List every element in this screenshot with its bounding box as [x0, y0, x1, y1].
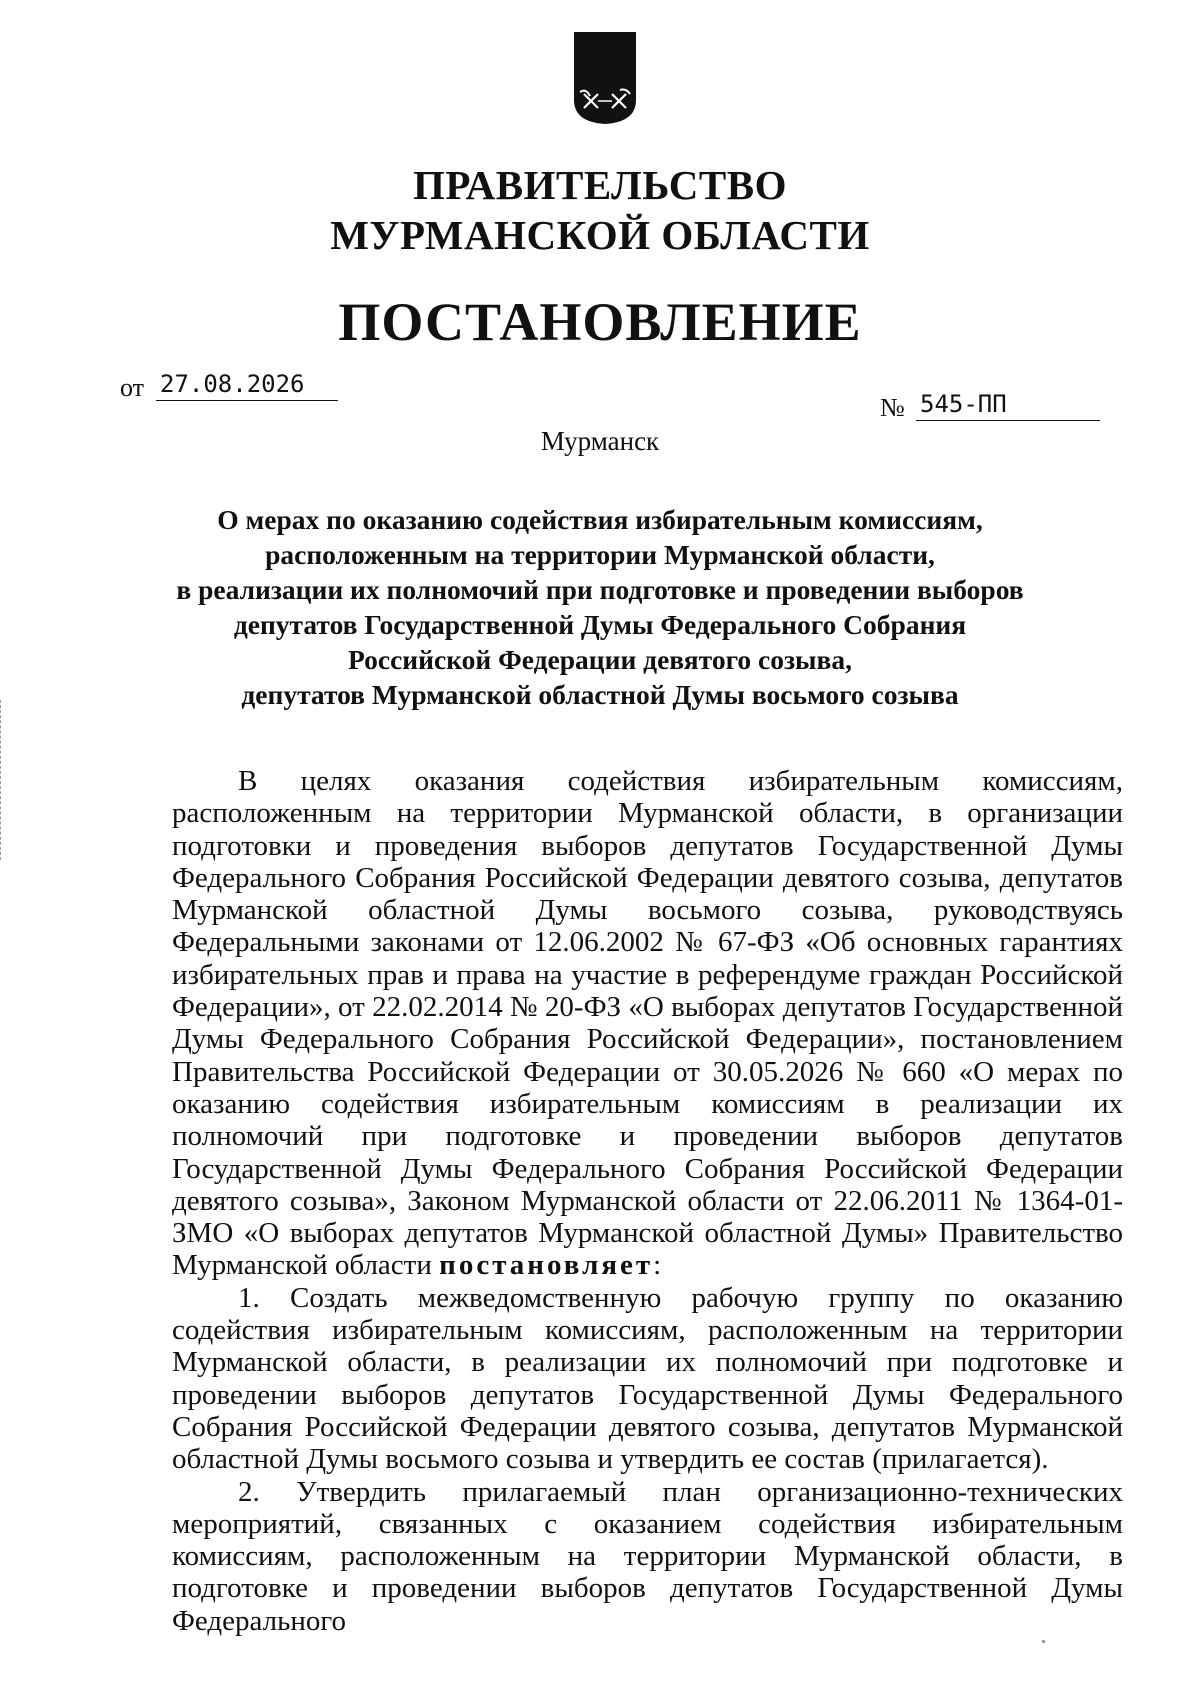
heading-line: депутатов Мурманской областной Думы восьмого созыва: [241, 679, 959, 710]
decree-word: постановляет: [439, 1249, 654, 1282]
organization-name-line1: ПРАВИТЕЛЬСТВО: [412, 162, 788, 208]
preamble-paragraph: [172, 765, 1123, 1282]
preamble-text: В целях оказания содействия избирательным комиссиям, расположенным на территории Мурманской области, в организации подготовки и проведения выборов депутатов Государственной Думы Федерального Собрания Российской Федерации девятого созыва, депутатов Мурманской областной Думы восьмого созыва, руководствуясь Федеральными законами от 12.06.2002 № 67-ФЗ «Об основных гарантиях избирательных прав и права на участие в референдуме граждан Российской Федерации», от 22.02.2014 № 20-ФЗ «О выборах депутатов Государственной Думы Федерального Собрания Российской Федерации», постановлением Правительства Российской Федерации от 30.05.2026 № 660 «О мерах по оказанию содействия избирательным комиссиям в реализации их полномочий при подготовке и проведении выборов депутатов Государственной Думы Федерального Собрания Российской Федерации девятого созыва», Законом Мурманской области от 22.06.2011 № 1364-01-ЗМО «О выборах депутатов Мурманской областной Думы» Правительство Мурманской области: [172, 765, 1123, 1282]
organization-name-line2: МУРМАНСКОЙ ОБЛАСТИ: [330, 212, 870, 258]
document-date: 27.08.2026: [156, 368, 338, 401]
item-2-paragraph: 2. Утвердить прилагаемый план организационно-технических мероприятий, связанных с оказанием содействия избирательным комиссиям, расположенным на территории Мурманской области, в подготовке и проведении выборов депутатов Государственной Думы Федерального: [172, 1475, 1123, 1637]
heading-line: депутатов Государственной Думы Федерального Собрания: [233, 609, 967, 640]
document-body: [172, 765, 1123, 1637]
document-type-title: ПОСТАНОВЛЕНИЕ: [338, 292, 862, 352]
coat-of-arms-emblem: [572, 30, 638, 126]
document-heading: [160, 502, 1040, 712]
heading-line: О мерах по оказанию содействия избирательным комиссиям,: [217, 504, 983, 535]
decree-colon: :: [653, 1249, 662, 1282]
date-prefix: от: [120, 373, 145, 402]
item-1-paragraph: 1. Создать межведомственную рабочую группу по оказанию содействия избирательным комиссиям, расположенным на территории Мурманской области, в реализации их полномочий при подготовке и проведении выборов депутатов Государственной Думы Федерального Собрания Российской Федерации девятого созыва, депутатов Мурманской областной Думы восьмого созыва и утвердить ее состав (прилагается).: [172, 1281, 1123, 1476]
document-number: 545-ПП: [916, 388, 1100, 421]
scan-margin-mark: [0, 700, 5, 860]
heading-line: расположенным на территории Мурманской области,: [265, 539, 935, 570]
city-name: Мурманск: [540, 426, 660, 456]
scan-speck: [1042, 1640, 1045, 1643]
heading-line: Российской Федерации девятого созыва,: [348, 644, 852, 675]
heading-line: в реализации их полномочий при подготовке и проведении выборов: [176, 574, 1024, 605]
number-prefix: №: [880, 393, 905, 422]
